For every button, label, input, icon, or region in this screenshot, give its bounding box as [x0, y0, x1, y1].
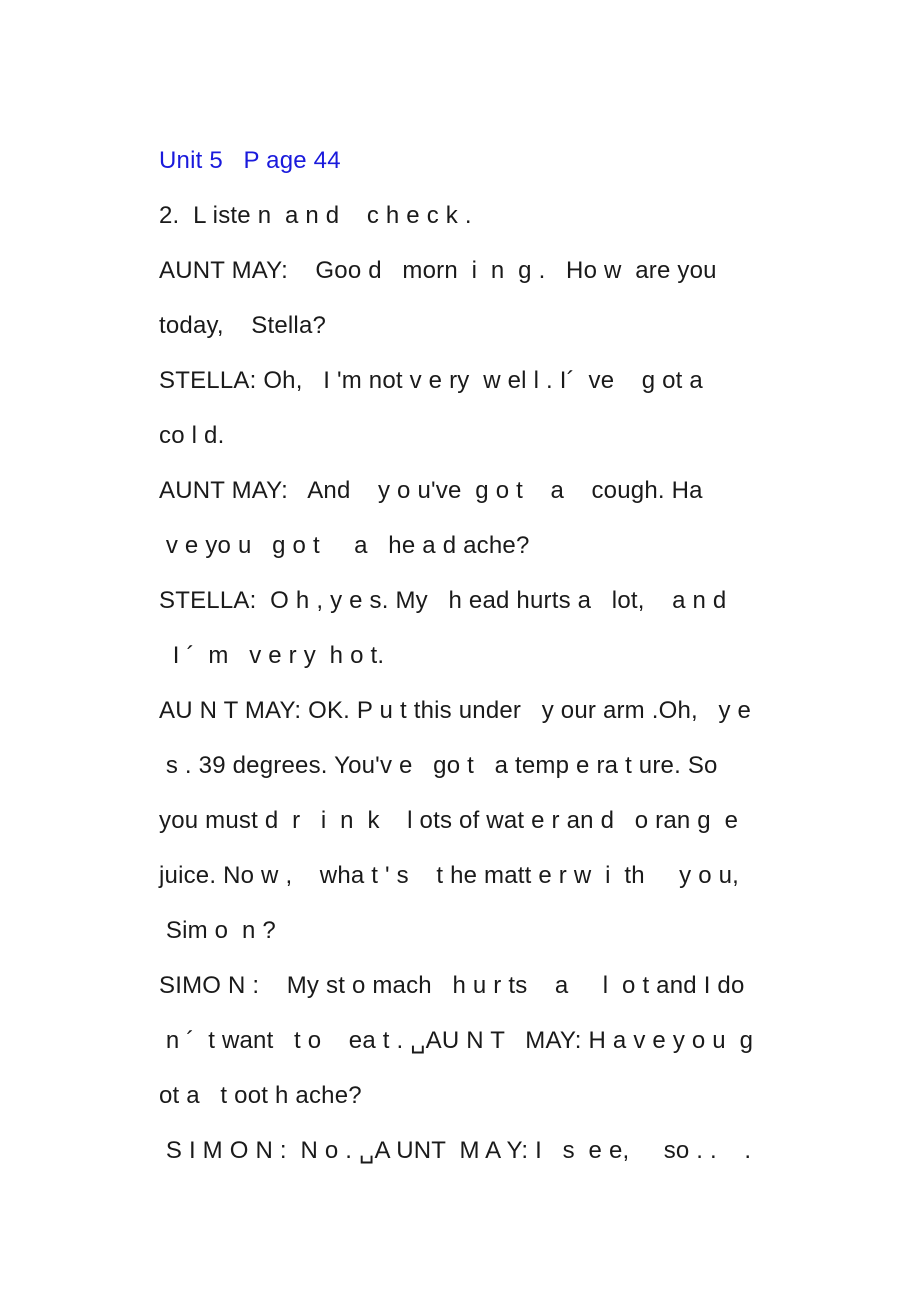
- dialogue-line: SIMO N : My st o mach h u r ts a l o t and I do: [159, 972, 745, 999]
- dialogue-line: v e yo u g o t a he a d ache?: [159, 532, 530, 559]
- dialogue-line: STELLA: O h , y e s. My h ead hurts a lot, a n d: [159, 587, 727, 614]
- dialogue-line: ot a t oot h ache?: [159, 1082, 362, 1109]
- dialogue-line: S I M O N : N o . ␣A UNT M A Y: I s e e, so . . .: [159, 1137, 752, 1164]
- dialogue-line: you must d r i n k l ots of wat e r an d o ran g e: [159, 807, 739, 834]
- dialogue-line: juice. No w , wha t ' s t he matt e r w i th y o u,: [159, 862, 740, 889]
- dialogue-line: s . 39 degrees. You'v e go t a temp e ra t ure. So: [159, 752, 718, 779]
- dialogue-line: AUNT MAY: And y o u've g o t a cough. Ha: [159, 477, 703, 504]
- instruction-line: 2. L iste n a n d c h e c k .: [159, 202, 472, 229]
- dialogue-line: n ´ t want t o ea t . ␣AU N T MAY: H a v e y o u g: [159, 1027, 754, 1054]
- dialogue-line: Sim o n ?: [159, 917, 276, 944]
- dialogue-line: today, Stella?: [159, 312, 327, 339]
- dialogue-line: AU N T MAY: OK. P u t this under y our arm .Oh, y e: [159, 697, 752, 724]
- dialogue-line: I ´ m v e r y h o t.: [159, 642, 385, 669]
- dialogue-text: [159, 133, 784, 1178]
- dialogue-line: co l d.: [159, 422, 225, 449]
- dialogue-line: STELLA: Oh, I 'm not v e ry w el l . I´ ve g ot a: [159, 367, 703, 394]
- unit-heading: Unit 5 P age 44: [159, 147, 341, 174]
- dialogue-line: AUNT MAY: Goo d morn i n g . Ho w are you: [159, 257, 717, 284]
